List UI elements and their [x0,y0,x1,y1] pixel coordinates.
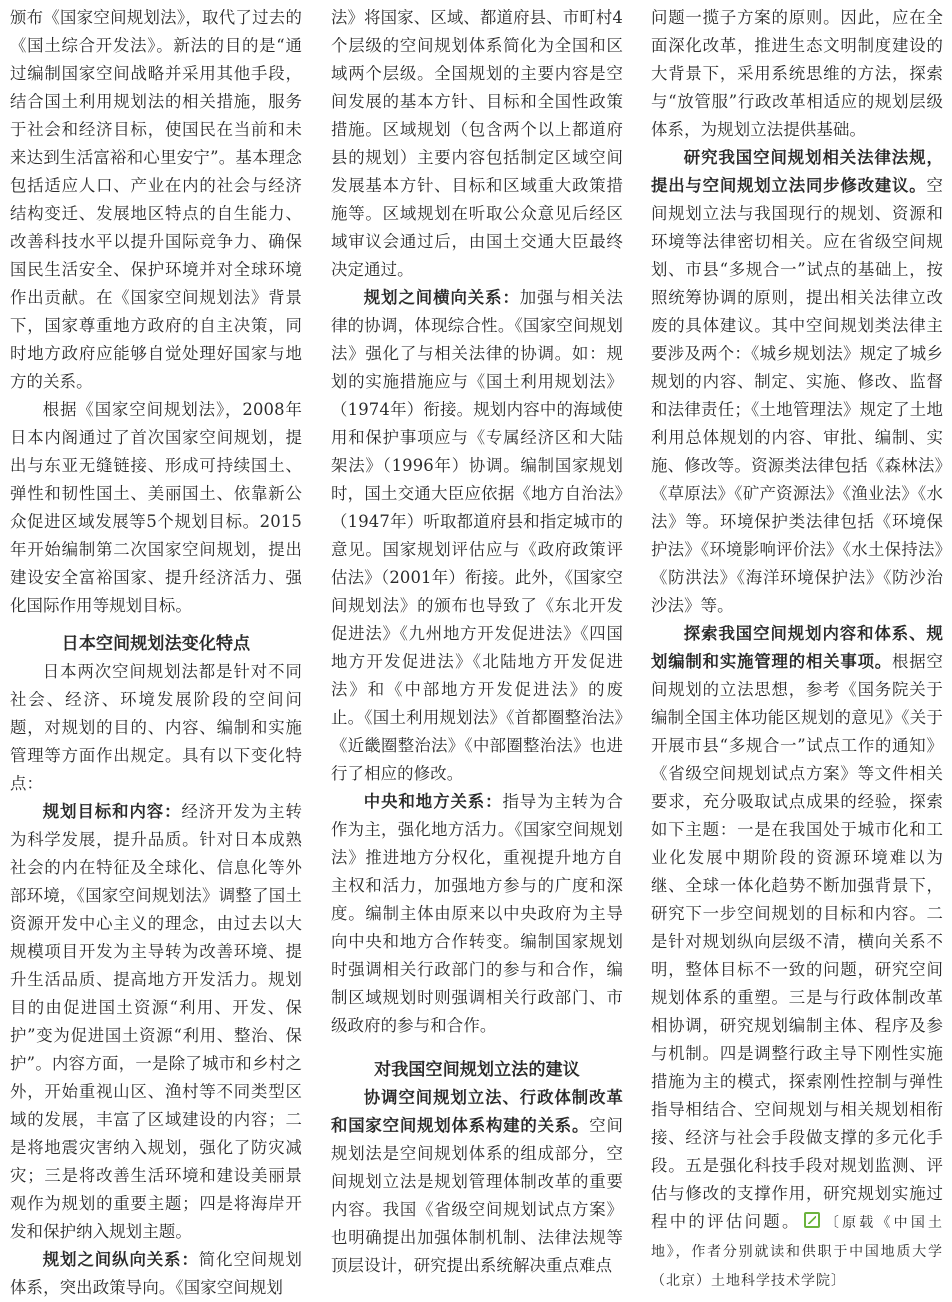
section-heading-japan-changes: 日本空间规划法变化特点 [61,634,251,654]
paragraph [331,788,623,1040]
paragraph: 根据《国家空间规划法》，2008年日本内阁通过了首次国家空间规划，提出与东亚无缝链接、形成可持续国土、弹性和韧性国土、美丽国土、依靠新公众促进区域发展等5个规划目标。2015年开始编制第二次国家空间规划，提出建设安全富裕国家、提升经济活力、强化国际作用等规划目标。 [10,400,302,615]
paragraph [331,284,623,788]
paragraph-body: 空间规划立法与我国现行的规划、资源和环境等法律密切相关。应在省级空间规划、市县“多规合一”试点的基础上，按照统筹协调的原则，提出相关法律立改废的具体建议。其中空间规划类法律主要涉及两个：《城乡规划法》规定了城乡规划的内容、制定、实施、修改、监督和法律责任；《土地管理法》规定了土地利用总体规划的内容、审批、编制、实施、修改等。资源类法律包括《森林法》《草原法》《矿产资源法》《渔业法》《水法》等。环境保护类法律包括《环境保护法》《环境影响评价法》《水土保持法》《防洪法》《海洋环境保护法》《防沙治沙法》等。 [651,176,943,615]
paragraph [10,798,302,1246]
paragraph [10,1246,302,1302]
paragraph-lead: 规划之间纵向关系： [42,1250,199,1269]
source-note: 〔原载《中国土地》，作者分别就读和供职于中国地质大学（北京）土地科学技术学院〕 [651,1215,943,1289]
paragraph: 颁布《国家空间规划法》，取代了过去的《国土综合开发法》。新法的目的是“通过编制国家空间战略并采用其他手段，结合国土利用规划法的相关措施，服务于社会和经济目标，使国民在当前和未来达到生活富裕和心里安宁”。基本理念包括适应人口、产业在内的社会与经济结构变迁、发展地区特点的自生能力、改善科技水平以提升国际竞争力、确保国民生活安全、保护环境并对全球环境作出贡献。在《国家空间规划法》背景下，国家尊重地方政府的自主决策，同时地方政府应能够自觉处理好国家与地方的关系。 [10,8,302,391]
section-heading-suggestions: 对我国空间规划立法的建议 [374,1060,580,1080]
paragraph-body: 简化空间规划体系，突出政策导向。《国家空间规划 [10,1250,302,1297]
paragraph: 日本两次空间规划法都是针对不同社会、经济、环境发展阶段的空间问题，对规划的目的、内容、编制和实施管理等方面作出规定。具有以下变化特点： [10,662,302,793]
paragraph: 问题一揽子方案的原则。因此，应在全面深化改革，推进生态文明制度建设的大背景下，采用系统思维的方法，探索与“放管服”行政改革相适应的规划层级体系，为规划立法提供基础。 [651,8,943,139]
paragraph-body: 指导为主转为合作为主，强化地方活力。《国家空间规划法》推进地方分权化，重视提升地方自主权和活力，加强地方参与的广度和深度。编制主体由原来以中央政府为主导向中央和地方合作转变。编制国家规划时强调相关行政部门的参与和合作，编制区域规划时则强调相关行政部门、市级政府的参与和合作。 [331,792,623,1035]
paragraph-lead: 规划目标和内容： [42,802,182,821]
paragraph-lead: 中央和地方关系： [363,792,503,811]
column-right [651,4,943,1295]
paragraph [651,144,943,620]
paragraph-body: 根据空间规划的立法思想，参考《国务院关于编制全国主体功能区规划的意见》《关于开展市县“多规合一”试点工作的通知》《省级空间规划试点方案》等文件相关要求，充分吸取试点成果的经验，探索如下主题：一是在我国处于城市化和工业化发展中期阶段的资源环境难以为继、全球一体化趋势不断加强背景下，研究下一步空间规划的目标和内容。二是针对规划纵向层级不清，横向关系不明，整体目标不一致的问题，研究空间规划体系的重塑。三是与行政体制改革相协调，研究规划编制主体、程序及参与机制。四是调整行政主导下刚性实施措施为主的模式，探索刚性控制与弹性指导相结合、空间规划与相关规划相衔接、经济与社会手段做支撑的多元化手段。五是强化科技手段对规划监测、评估与修改的支撑作用，研究规划实施过程中的评估问题。 [651,652,943,1231]
column-left [10,4,302,1302]
column-middle [331,4,623,1280]
paragraph-lead: 协调空间规划立法、行政体制改革和国家空间规划体系构建的关系。 [331,1088,623,1135]
paragraph-lead: 研究我国空间规划相关法律法规，提出与空间规划立法同步修改建议。 [651,148,943,195]
paragraph-body: 空间规划法是空间规划体系的组成部分，空间规划立法是规划管理体制改革的重要内容。我国《省级空间规划试点方案》也明确提出加强体制机制、法律法规等顶层设计，研究提出系统解决重点难点 [331,1116,623,1275]
paragraph: 法》将国家、区域、都道府县、市町村4个层级的空间规划体系简化为全国和区域两个层级。全国规划的主要内容是空间发展的基本方针、目标和全国性政策措施。区域规划（包含两个以上都道府县的规划）主要内容包括制定区域空间发展基本方针、目标和区域重大政策措施等。区域规划在听取公众意见后经区域审议会通过后，由国土交通大臣最终决定通过。 [331,8,623,279]
paragraph [331,1084,623,1280]
paragraph-body: 经济开发为主转为科学发展，提升品质。针对日本成熟社会的内在特征及全球化、信息化等外部环境，《国家空间规划法》调整了国土资源开发中心主义的理念，由过去以大规模项目开发为主导转为改善环境、提升生活品质、提高地方开发活力。规划目的由促进国土资源“利用、开发、保护”变为促进国土资源“利用、整治、保护”。内容方面，一是除了城市和乡村之外，开始重视山区、渔村等不同类型区域的发展，丰富了区域建设的内容；二是将地震灾害纳入规划，强化了防灾减灾；三是将改善生活环境和建设美丽景观作为规划的重要主题；四是将海岸开发和保护纳入规划主题。 [10,802,302,1241]
paragraph-lead: 探索我国空间规划内容和体系、规划编制和实施管理的相关事项。 [651,624,943,671]
article-end-icon [804,1212,820,1228]
paragraph-body: 加强与相关法律的协调，体现综合性。《国家空间规划法》强化了与相关法律的协调。如：规划的实施措施应与《国土利用规划法》（1974年）衔接。规划内容中的海域使用和保护事项应与《专属经济区和大陆架法》（1996年）协调。编制国家规划时，国土交通大臣应依据《地方自治法》（1947年）听取都道府县和指定城市的意见。国家规划评估应与《政府政策评估法》（2001年）衔接。此外，《国家空间规划法》的颁布也导致了《东北开发促进法》《九州地方开发促进法》《四国地方开发促进法》《北陆地方开发促进法》和《中部地方开发促进法》的废止。《国土利用规划法》《首都圈整治法》《近畿圈整治法》《中部圈整治法》也进行了相应的修改。 [331,288,623,783]
paragraph-lead: 规划之间横向关系： [363,288,520,307]
paragraph [651,620,943,1295]
